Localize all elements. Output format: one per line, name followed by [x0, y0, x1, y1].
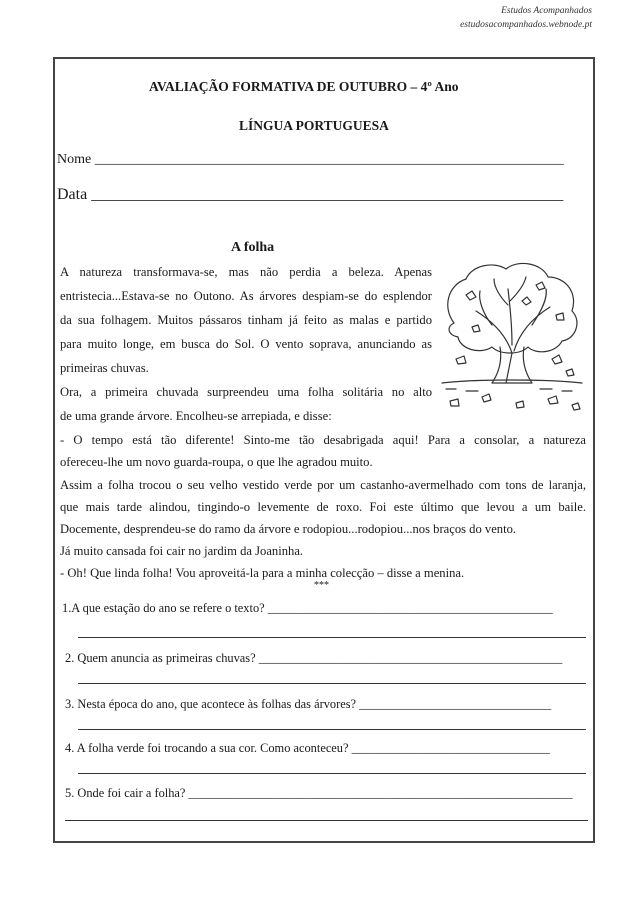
answer-line-4[interactable] — [78, 773, 586, 774]
date-field[interactable]: Data ___________________________________________________________ — [57, 186, 564, 203]
story-line: para muito longe, em busca do Sol. O vento soprava, anunciando as — [60, 337, 432, 351]
story-line: - O tempo está tão diferente! Sinto-me tão desabrigada aqui! Para a consolar, a natureza — [60, 433, 586, 447]
name-field[interactable]: Nome ___________________________________________________________________ — [57, 152, 564, 167]
story-title: A folha — [231, 240, 275, 255]
autumn-tree-icon — [436, 255, 586, 415]
story-line: A natureza transformava-se, mas não perdia a beleza. Apenas — [60, 265, 432, 279]
story-line: da sua folhagem. Muitos pássaros tinham já feito as malas e partido — [60, 313, 432, 327]
story-line: entristecia...Estava-se no Outono. As árvores despiam-se do esplendor — [60, 289, 432, 303]
answer-line-1[interactable] — [78, 637, 586, 638]
answer-line-5[interactable] — [65, 820, 588, 821]
page-header — [460, 4, 592, 32]
header-title: Estudos Acompanhados — [501, 6, 592, 16]
story-separator: *** — [314, 580, 329, 591]
story-line: Docemente, desprendeu-se do ramo da árvore e rodopiou...rodopiou...nos braços do vento. — [60, 522, 517, 536]
story-line: de uma grande árvore. Encolheu-se arrepiada, e disse: — [60, 409, 332, 423]
story-line: ofereceu-lhe um novo guarda-roupa, o que lhe agradou muito. — [60, 455, 373, 469]
story-line: que mais tarde alindou, tingindo-o levemente de roxo. Foi este último que levou a um baile. — [60, 500, 586, 514]
story-line: primeiras chuvas. — [60, 361, 149, 375]
question-5: 5. Onde foi cair a folha? ______________________________________________________________ — [65, 786, 573, 800]
header-url: estudosacompanhados.webnode.pt — [460, 20, 592, 30]
question-4: 4. A folha verde foi trocando a sua cor. Como aconteceu? ________________________________ — [65, 741, 550, 755]
question-2: 2. Quem anuncia as primeiras chuvas? _________________________________________________ — [65, 651, 563, 665]
worksheet-title: AVALIAÇÃO FORMATIVA DE OUTUBRO – 4º Ano — [149, 79, 459, 94]
story-line: Ora, a primeira chuvada surpreendeu uma folha solitária no alto — [60, 385, 432, 399]
subject-title: LÍNGUA PORTUGUESA — [239, 118, 389, 133]
story-line: Assim a folha trocou o seu velho vestido verde por um castanho-avermelhado com tons de laranja, — [60, 478, 586, 492]
story-line: - Oh! Que linda folha! Vou aproveitá-la para a minha colecção – disse a menina. — [60, 566, 465, 580]
question-3: 3. Nesta época do ano, que acontece às folhas das árvores? _______________________________ — [65, 697, 552, 711]
answer-line-2[interactable] — [78, 683, 586, 684]
story-line: Já muito cansada foi cair no jardim da Joaninha. — [60, 544, 304, 558]
answer-line-3[interactable] — [78, 729, 586, 730]
question-1: 1.A que estação do ano se refere o texto? ______________________________________________ — [62, 601, 553, 615]
